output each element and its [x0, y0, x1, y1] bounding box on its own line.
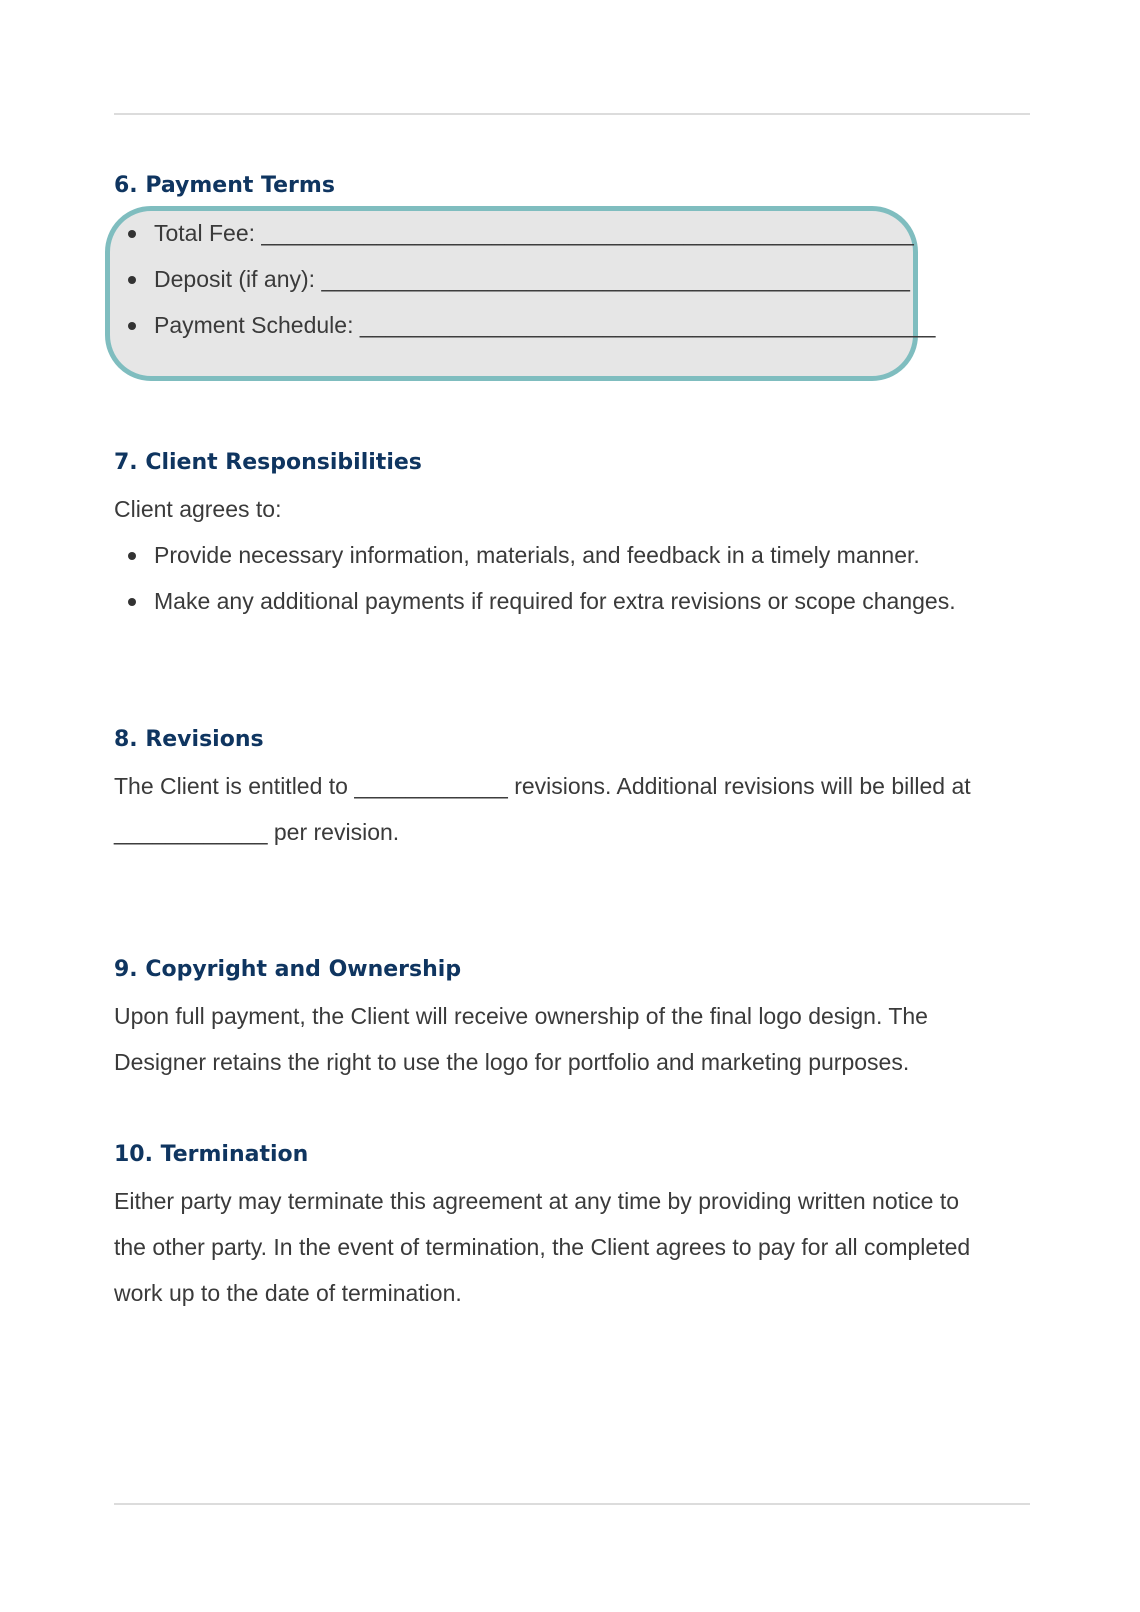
payment-terms-list-wrapper — [114, 210, 935, 348]
revisions-line-1[interactable]: The Client is entitled to ____________ revisions. Additional revisions will be billed at — [114, 773, 971, 799]
payment-terms-section — [114, 171, 1034, 201]
copyright-line-2: Designer retains the right to use the logo for portfolio and marketing purposes. — [114, 1049, 910, 1075]
deposit-field[interactable]: Deposit (if any): ______________________________________________ — [114, 256, 935, 302]
payment-terms-list — [114, 210, 935, 348]
termination-line-1: Either party may terminate this agreement at any time by providing written notice to — [114, 1188, 960, 1214]
payment-schedule-field[interactable]: Payment Schedule: _____________________________________________ — [114, 302, 935, 348]
payment-terms-heading: 6. Payment Terms — [114, 173, 335, 198]
termination-line-2: the other party. In the event of termination, the Client agrees to pay for all completed — [114, 1234, 971, 1260]
client-responsibilities-section — [114, 448, 1034, 624]
revisions-heading: 8. Revisions — [114, 727, 264, 752]
client-responsibilities-intro: Client agrees to: — [114, 496, 282, 522]
termination-line-3: work up to the date of termination. — [114, 1280, 462, 1306]
copyright-line-1: Upon full payment, the Client will receive ownership of the final logo design. The — [114, 1003, 928, 1029]
list-item: Provide necessary information, materials, and feedback in a timely manner. — [114, 532, 1034, 578]
total-fee-field[interactable]: Total Fee: ___________________________________________________ — [114, 210, 935, 256]
copyright-heading: 9. Copyright and Ownership — [114, 957, 462, 982]
bottom-divider — [114, 1503, 1030, 1505]
revisions-line-2[interactable]: ____________ per revision. — [114, 819, 400, 845]
top-divider — [114, 113, 1030, 115]
termination-section — [114, 1140, 1034, 1316]
copyright-section — [114, 955, 1034, 1085]
list-item: Make any additional payments if required for extra revisions or scope changes. — [114, 578, 1034, 624]
termination-heading: 10. Termination — [114, 1142, 309, 1167]
client-responsibilities-heading: 7. Client Responsibilities — [114, 450, 422, 475]
revisions-section — [114, 725, 1034, 855]
client-responsibilities-list — [114, 532, 1034, 624]
